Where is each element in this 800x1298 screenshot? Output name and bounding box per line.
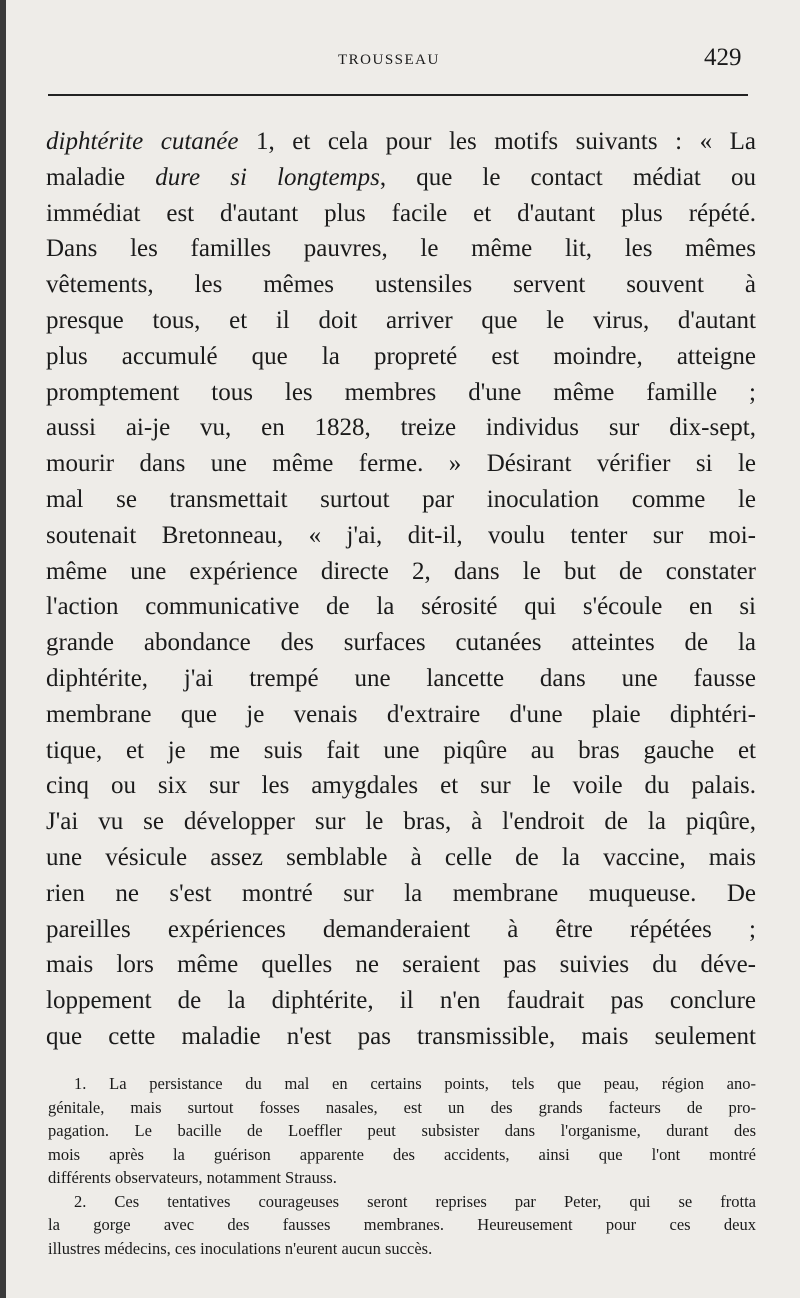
text-line: plus accumulé que la propreté est moindre, atteigne (46, 342, 756, 370)
footnote-1-line: pagation. Le bacille de Loeffler peut subsister dans l'organisme, durant des (48, 1121, 756, 1140)
text-line: vêtements, les mêmes ustensiles servent souvent à (46, 271, 756, 299)
footnote-2-line: la gorge avec des fausses membranes. Heureusement pour ces deux (48, 1215, 756, 1234)
text-line: mal se transmettait surtout par inoculation comme le (46, 485, 756, 513)
text-line: pareilles expériences demanderaient à être répétées ; (46, 915, 756, 943)
text-line: mourir dans une même ferme. » Désirant vérifier si le (46, 450, 756, 478)
text-line: promptement tous les membres d'une même famille ; (46, 378, 756, 406)
footnote-2-line: illustres médecins, ces inoculations n'eurent aucun succès. (48, 1238, 433, 1258)
text-line: l'action communicative de la sérosité qui s'écoule en si (46, 593, 756, 621)
footnote-1-line: différents observateurs, notamment Strauss. (48, 1168, 337, 1187)
header-rule (48, 94, 748, 96)
text-line: aussi ai-je vu, en 1828, treize individus sur dix-sept, (46, 414, 756, 442)
text-line: grande abondance des surfaces cutanées atteintes de la (46, 629, 756, 657)
text-line: immédiat est d'autant plus facile et d'autant plus répété. (46, 199, 756, 227)
footnote-1-line: mois après la guérison apparente des accidents, ainsi que l'ont montré (48, 1144, 756, 1164)
text-line: presque tous, et il doit arriver que le virus, d'autant (46, 306, 756, 334)
text-line: mais lors même quelles ne seraient pas suivies du déve- (46, 951, 756, 979)
footnote-2-line: 2. Ces tentatives courageuses seront reprises par Peter, qui se frotta (74, 1191, 756, 1211)
page-number: 429 (704, 44, 742, 71)
italic-term: diphtérite cutanée (46, 128, 239, 155)
footnotes (48, 1072, 756, 1260)
body-text (46, 124, 756, 1055)
running-title: TROUSSEAU (338, 52, 440, 68)
text-line: soutenait Bretonneau, « j'ai, dit-il, voulu tenter sur moi- (46, 521, 756, 549)
text-line: membrane que je venais d'extraire d'une plaie diphtéri- (46, 700, 756, 728)
footnote-1-line: 1. La persistance du mal en certains points, tels que peau, région ano- (74, 1074, 756, 1093)
text-line: loppement de la diphtérite, il n'en faudrait pas conclure (46, 987, 756, 1015)
text-line: Dans les familles pauvres, le même lit, les mêmes (46, 235, 756, 263)
text-line: que cette maladie n'est pas transmissible, mais seulement (46, 1022, 756, 1050)
text-line: même une expérience directe 2, dans le but de constater (46, 557, 756, 585)
text-line: tique, et je me suis fait une piqûre au bras gauche et (46, 736, 756, 764)
text-line: diphtérite, j'ai trempé une lancette dans une fausse (46, 664, 756, 692)
running-head (0, 44, 800, 78)
italic-phrase: dure si longtemps (155, 163, 380, 191)
text-line: cinq ou six sur les amygdales et sur le voile du palais. (46, 772, 756, 800)
text-line: maladie dure si longtemps, que le contact médiat ou (46, 163, 756, 191)
footnote-1-line: génitale, mais surtout fosses nasales, est un des grands facteurs de pro- (48, 1097, 756, 1117)
text-line: J'ai vu se développer sur le bras, à l'endroit de la piqûre, (46, 808, 756, 836)
page-edge-shadow (0, 0, 6, 1298)
text-line: diphtérite cutanée 1, et cela pour les motifs suivants : « La (46, 128, 756, 155)
text-line: une vésicule assez semblable à celle de la vaccine, mais (46, 843, 756, 871)
text-line: rien ne s'est montré sur la membrane muqueuse. De (46, 879, 756, 907)
